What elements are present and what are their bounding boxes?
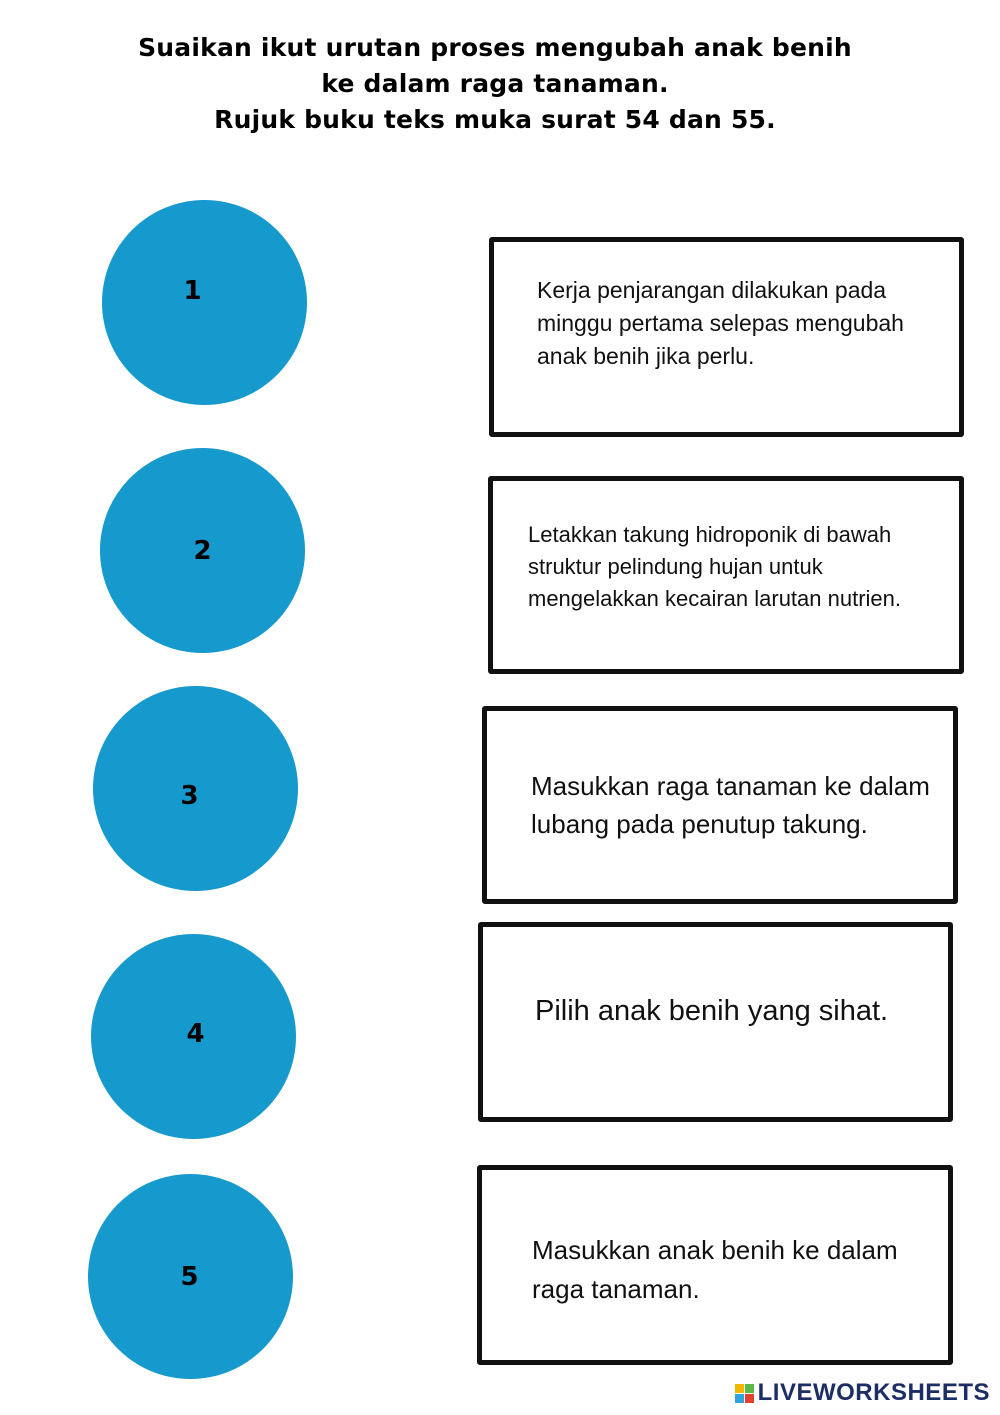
card-1-line-2: minggu pertama selepas mengubah — [537, 310, 904, 336]
card-1-line-3: anak benih jika perlu. — [537, 343, 755, 369]
title-line-1: Suaikan ikut urutan proses mengubah anak benih — [138, 33, 852, 62]
liveworksheets-logo-icon — [735, 1384, 754, 1403]
drop-circle-1[interactable] — [102, 200, 307, 405]
circle-number-5: 5 — [180, 1261, 199, 1292]
circle-number-1: 1 — [183, 275, 202, 306]
drop-circle-2[interactable] — [100, 448, 305, 653]
card-1-line-1: Kerja penjarangan dilakukan pada — [537, 277, 887, 303]
answer-card-5[interactable] — [477, 1165, 953, 1365]
circle-number-2: 2 — [193, 535, 212, 566]
answer-card-3[interactable] — [482, 706, 958, 904]
card-3-line-2: lubang pada penutup takung. — [531, 809, 868, 839]
answer-card-4[interactable] — [478, 922, 953, 1122]
footer-brand-text: LIVEWORKSHEETS — [757, 1379, 990, 1406]
worksheet-title — [70, 30, 920, 138]
answer-card-2[interactable] — [488, 476, 964, 674]
circle-number-4: 4 — [186, 1018, 205, 1049]
card-3-line-1: Masukkan raga tanaman ke dalam — [531, 771, 930, 801]
drop-circle-3[interactable] — [93, 686, 298, 891]
circle-number-3: 3 — [180, 780, 199, 811]
card-4-line-1: Pilih anak benih yang sihat. — [535, 995, 889, 1027]
answer-card-1[interactable] — [489, 237, 964, 437]
title-line-2: ke dalam raga tanaman. — [321, 69, 669, 98]
liveworksheets-footer — [735, 1379, 990, 1407]
drop-circle-5[interactable] — [88, 1174, 293, 1379]
card-2-line-2: struktur pelindung hujan untuk — [528, 554, 823, 579]
card-2-line-3: mengelakkan kecairan larutan nutrien. — [528, 586, 902, 611]
card-2-line-1: Letakkan takung hidroponik di bawah — [528, 522, 892, 547]
card-5-line-2: raga tanaman. — [532, 1274, 700, 1304]
drop-circle-4[interactable] — [91, 934, 296, 1139]
title-line-3: Rujuk buku teks muka surat 54 dan 55. — [214, 105, 776, 134]
card-5-line-1: Masukkan anak benih ke dalam — [532, 1235, 898, 1265]
